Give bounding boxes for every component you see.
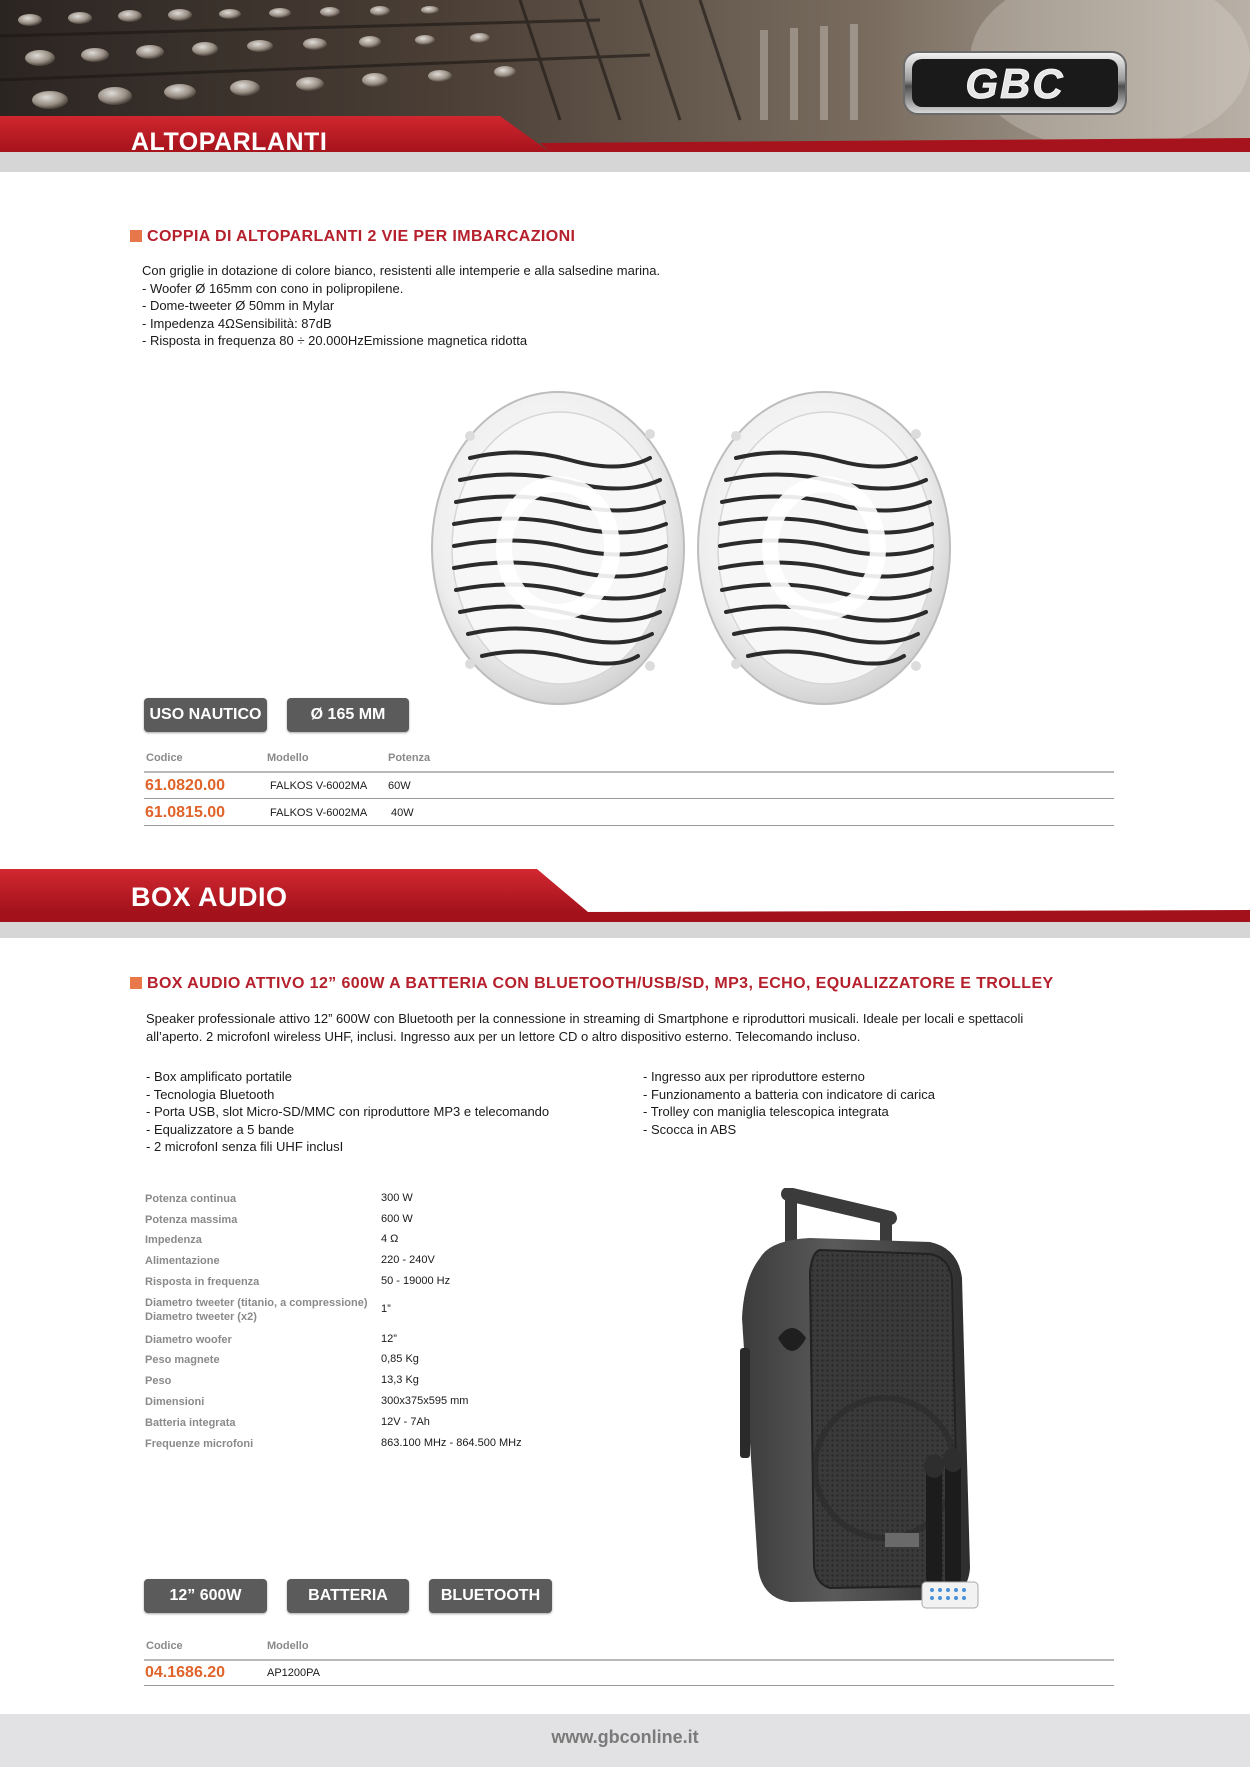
- website-link[interactable]: www.gbconline.it: [551, 1727, 699, 1747]
- product-power: 60W: [388, 780, 411, 792]
- badge-batteria: BATTERIA: [287, 1579, 409, 1613]
- spec-label: Risposta in frequenza: [145, 1276, 260, 1288]
- table-rule: [144, 798, 1114, 799]
- desc-line: - Risposta in frequenza 80 ÷ 20.000HzEmissione magnetica ridotta: [142, 333, 528, 348]
- spec-label: Potenza continua: [145, 1193, 237, 1205]
- badge-bluetooth: BLUETOOTH: [429, 1579, 552, 1613]
- spec-label: Diametro tweeter (titanio, a compressione): [145, 1297, 368, 1309]
- feature-item: - Funzionamento a batteria con indicatore di carica: [643, 1086, 935, 1102]
- col-header-modello: Modello: [267, 1640, 309, 1652]
- desc-line: - Dome-tweeter Ø 50mm in Mylar: [142, 298, 335, 313]
- table-rule: [144, 771, 1114, 773]
- col-header-codice: Codice: [146, 752, 183, 764]
- spec-label: Diametro tweeter (x2): [145, 1311, 257, 1323]
- product-code: 61.0815.00: [145, 804, 226, 821]
- feature-item: - Trolley con maniglia telescopica integrata: [643, 1104, 889, 1119]
- spec-label: Batteria integrata: [145, 1417, 236, 1429]
- spec-label: Potenza massima: [145, 1214, 238, 1226]
- desc-line: Con griglie in dotazione di colore bianco, resistenti alle intemperie e alla salsedine marina.: [142, 263, 661, 278]
- feature-item: - 2 microfonI senza fili UHF inclusI: [146, 1139, 344, 1154]
- table-rule: [144, 1659, 1114, 1661]
- badge-uso-nautico: USO NAUTICO: [144, 698, 267, 732]
- spec-value: 12”: [381, 1333, 397, 1345]
- feature-item: - Ingresso aux per riproduttore esterno: [643, 1069, 865, 1084]
- col-header-modello: Modello: [267, 752, 309, 764]
- section-title-box-audio: BOX AUDIO: [131, 882, 288, 912]
- spec-label: Peso magnete: [145, 1354, 220, 1366]
- section-title-altoparlanti: ALTOPARLANTI: [131, 128, 328, 156]
- product-code: 61.0820.00: [145, 777, 226, 794]
- product-code: 04.1686.20: [145, 1664, 226, 1681]
- section1-heading: COPPIA DI ALTOPARLANTI 2 VIE PER IMBARCAZIONI: [130, 228, 575, 246]
- gbc-logo: [902, 50, 1128, 116]
- spec-value: 13,3 Kg: [381, 1374, 419, 1386]
- feature-item: - Equalizzatore a 5 bande: [146, 1121, 295, 1137]
- col-header-potenza: Potenza: [388, 752, 431, 764]
- desc-line: all’aperto. 2 microfonI wireless UHF, inclusi. Ingresso aux per un lettore CD o altro dispositivo esterno. Telecomando incluso.: [146, 1028, 861, 1044]
- feature-item: - Box amplificato portatile: [146, 1069, 292, 1084]
- spec-value: 1”: [381, 1303, 391, 1315]
- spec-label: Peso: [145, 1375, 172, 1387]
- desc-line: Speaker professionale attivo 12” 600W con Bluetooth per la connessione in streaming di Smartphone e riproduttori musicali. Ideale per locali e spettacoli: [146, 1011, 1024, 1026]
- spec-value: 300x375x595 mm: [381, 1395, 469, 1407]
- product-model: FALKOS V-6002MA: [270, 807, 368, 819]
- spec-label: Frequenze microfoni: [145, 1438, 254, 1450]
- spec-value: 220 - 240V: [381, 1254, 435, 1266]
- orange-square-bullet: [130, 230, 142, 242]
- spec-label: Impedenza: [145, 1234, 202, 1246]
- spec-value: 863.100 MHz - 864.500 MHz: [381, 1437, 522, 1449]
- orange-square-bullet: [130, 977, 142, 989]
- spec-value: 12V - 7Ah: [381, 1416, 430, 1428]
- marine-speakers-image: [430, 388, 960, 708]
- svg-text:GBC: GBC: [965, 60, 1065, 107]
- section2-heading: BOX AUDIO ATTIVO 12” 600W A BATTERIA CON BLUETOOTH/USB/SD, MP3, ECHO, EQUALIZZATORE E TROLLEY: [130, 975, 1054, 993]
- desc-line: - Woofer Ø 165mm con cono in polipropilene.: [142, 280, 404, 296]
- badge-diameter: Ø 165 MM: [287, 698, 409, 732]
- spec-label: Alimentazione: [145, 1255, 220, 1267]
- spec-value: 50 - 19000 Hz: [381, 1275, 451, 1287]
- features-left-list: [146, 1068, 549, 1156]
- table-rule: [144, 1685, 1114, 1686]
- badge-12-600w: 12” 600W: [144, 1579, 267, 1613]
- product-model: AP1200PA: [267, 1667, 321, 1679]
- features-right-list: [643, 1068, 935, 1138]
- desc-line: - Impedenza 4ΩSensibilità: 87dB: [142, 315, 332, 331]
- box-audio-speaker-image: [730, 1188, 1000, 1618]
- section1-description: [142, 262, 660, 350]
- header-banner: [0, 0, 1250, 172]
- section2-description: [146, 1010, 1023, 1045]
- spec-value: 600 W: [381, 1213, 413, 1225]
- product-model: FALKOS V-6002MA: [270, 780, 368, 792]
- spec-value: 4 Ω: [381, 1233, 399, 1245]
- spec-label: Dimensioni: [145, 1396, 205, 1408]
- feature-item: - Porta USB, slot Micro-SD/MMC con riproduttore MP3 e telecomando: [146, 1104, 550, 1119]
- feature-item: - Tecnologia Bluetooth: [146, 1086, 275, 1102]
- product-power: 40W: [391, 807, 414, 819]
- spec-value: 0,85 Kg: [381, 1353, 419, 1365]
- table-rule: [144, 825, 1114, 826]
- feature-item: - Scocca in ABS: [643, 1121, 737, 1137]
- spec-label: Diametro woofer: [145, 1334, 232, 1346]
- spec-value: 300 W: [381, 1192, 413, 1204]
- col-header-codice: Codice: [146, 1640, 183, 1652]
